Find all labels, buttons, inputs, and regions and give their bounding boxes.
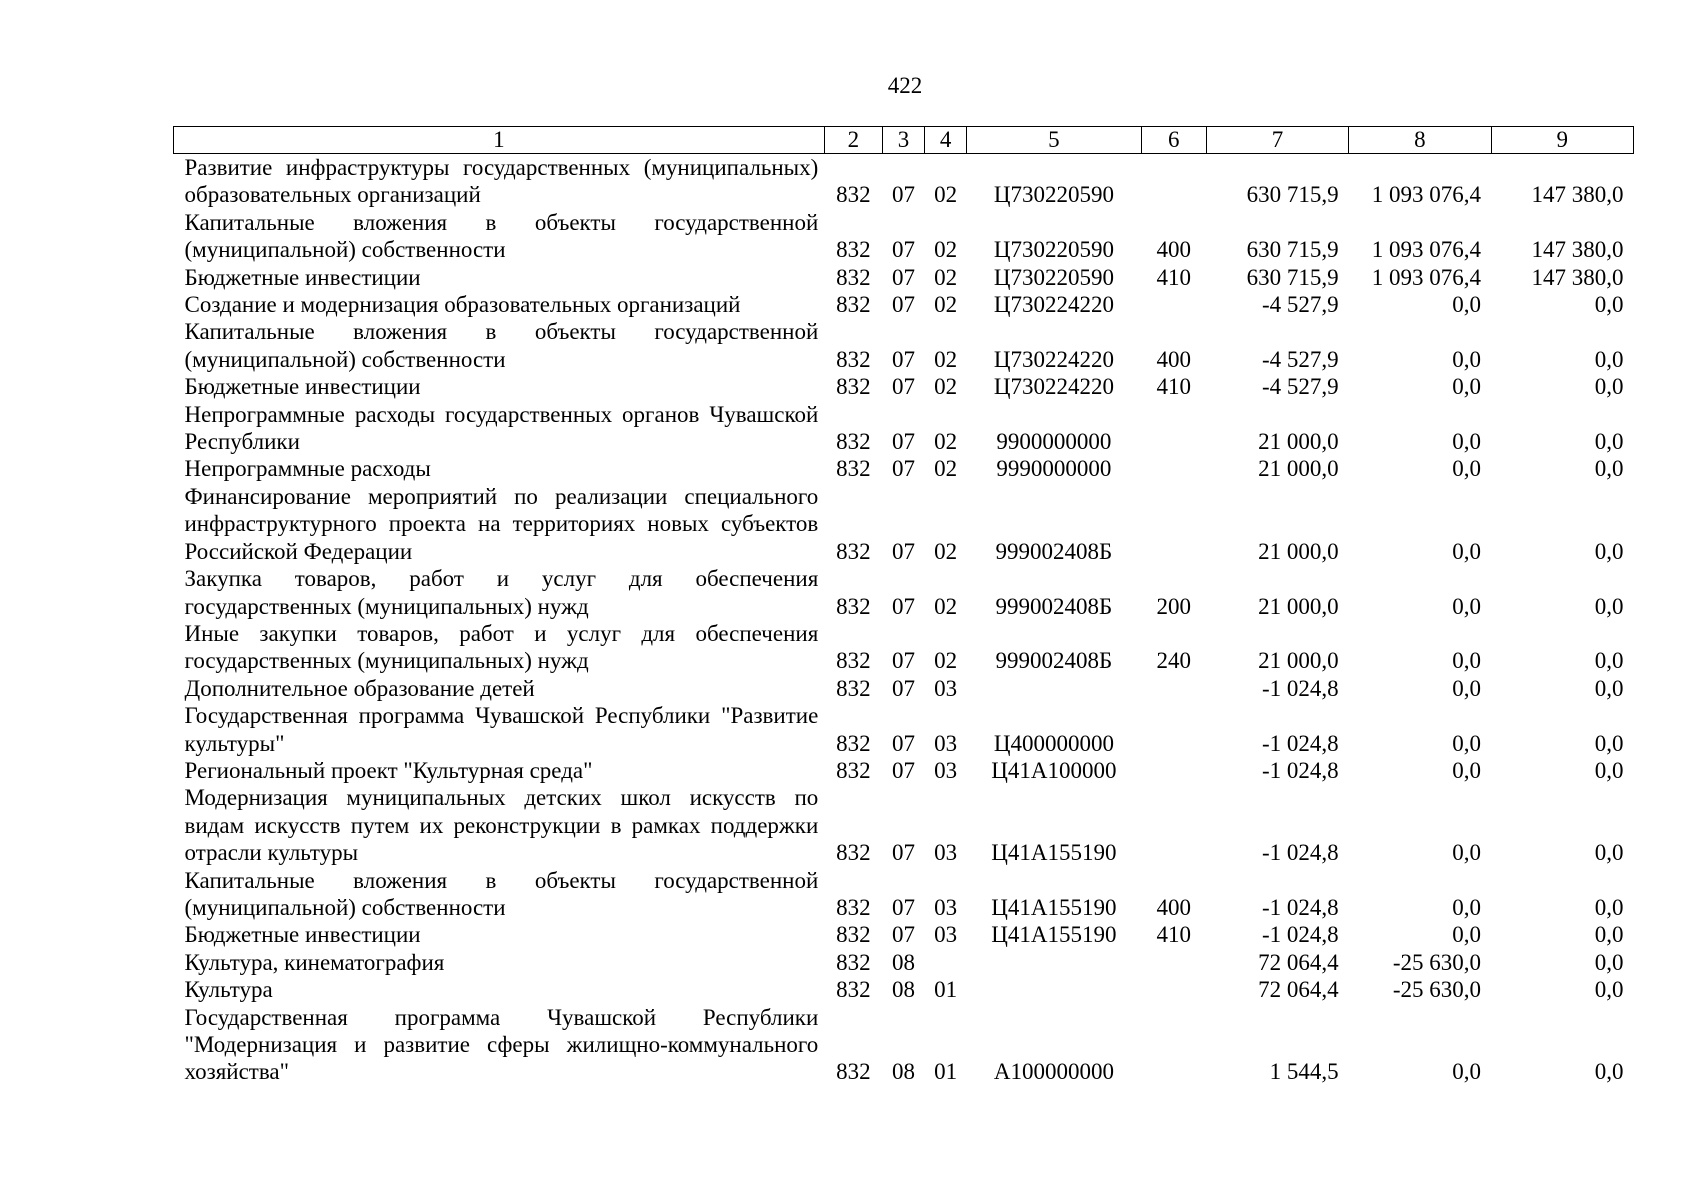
amount-col9-cell: 0,0 — [1594, 346, 1624, 372]
amount-col7-cell: -1 024,8 — [1262, 894, 1339, 920]
table-row — [174, 620, 1634, 675]
page-number: 422 — [887, 73, 923, 98]
amount-col8-cell: 0,0 — [1452, 456, 1482, 482]
table-row — [174, 565, 1634, 620]
ministry-code-cell: 832 — [836, 922, 871, 948]
section-code-cell: 07 — [891, 237, 915, 263]
expense-type-cell: 400 — [1156, 894, 1191, 920]
ministry-code-cell: 832 — [836, 292, 871, 318]
expense-type-cell — [1141, 455, 1206, 482]
ministry-code-cell: 832 — [836, 429, 871, 455]
amount-col7-cell: -1 024,8 — [1262, 675, 1339, 701]
target-article-cell: Ц730220590 — [993, 237, 1114, 263]
target-article-cell: 9990000000 — [996, 456, 1112, 482]
table-row — [174, 264, 1634, 291]
amount-col9-cell: 147 380,0 — [1531, 182, 1624, 208]
target-article-cell: Ц730220590 — [993, 264, 1114, 290]
amount-col9-cell: 0,0 — [1594, 1059, 1624, 1085]
target-article-cell: Ц41А100000 — [991, 757, 1117, 783]
subsection-code-cell — [925, 949, 967, 976]
ministry-code-cell: 832 — [836, 182, 871, 208]
expense-name-cell: Бюджетные инвестиции — [184, 264, 421, 290]
amount-col7-cell: -1 024,8 — [1262, 840, 1339, 866]
amount-col9-cell: 147 380,0 — [1531, 264, 1624, 290]
expense-name-cell: Региональный проект "Культурная среда" — [184, 757, 593, 783]
expense-type-cell — [1141, 784, 1206, 866]
amount-col8-cell: 0,0 — [1452, 730, 1482, 756]
amount-col9-cell: 147 380,0 — [1531, 237, 1624, 263]
subsection-code-cell: 02 — [934, 538, 958, 564]
amount-col9-cell: 0,0 — [1594, 292, 1624, 318]
target-article-cell: 999002408Б — [995, 648, 1113, 674]
amount-col9-cell: 0,0 — [1594, 894, 1624, 920]
target-article-cell: Ц730224220 — [993, 374, 1114, 400]
ministry-code-cell: 832 — [836, 237, 871, 263]
amount-col7-cell: -4 527,9 — [1262, 292, 1339, 318]
ministry-code-cell: 832 — [836, 374, 871, 400]
expense-type-cell: 200 — [1156, 593, 1191, 619]
expense-name-cell: Культура — [184, 977, 273, 1003]
ministry-code-cell: 832 — [836, 730, 871, 756]
amount-col9-cell: 0,0 — [1594, 730, 1624, 756]
target-article-cell — [967, 949, 1141, 976]
table-row — [174, 209, 1634, 264]
target-article-cell: Ц41А155190 — [991, 894, 1117, 920]
table-body — [174, 154, 1634, 1086]
ministry-code-cell: 832 — [836, 346, 871, 372]
expense-type-cell: 410 — [1156, 922, 1191, 948]
amount-col7-cell: 630 715,9 — [1246, 182, 1339, 208]
table-row — [174, 675, 1634, 702]
expense-type-cell: 400 — [1156, 237, 1191, 263]
amount-col7-cell: 21 000,0 — [1258, 429, 1339, 455]
table-row — [174, 867, 1634, 922]
amount-col7-cell: 72 064,4 — [1258, 977, 1339, 1003]
amount-col8-cell: -25 630,0 — [1392, 949, 1482, 975]
amount-col7-cell: 21 000,0 — [1258, 593, 1339, 619]
expense-name-cell: Создание и модернизация образовательных организаций — [184, 292, 741, 318]
table-row — [174, 921, 1634, 948]
section-code-cell: 07 — [891, 346, 915, 372]
section-code-cell: 07 — [891, 675, 915, 701]
subsection-code-cell: 02 — [934, 237, 958, 263]
subsection-code-cell: 02 — [934, 648, 958, 674]
column-header-3: 3 — [882, 127, 924, 154]
section-code-cell: 07 — [891, 730, 915, 756]
target-article-cell: Ц730224220 — [993, 292, 1114, 318]
expense-name-cell: Иные закупки товаров, работ и услуг для обеспечения государственных (муниципальных) нужд — [184, 620, 819, 674]
expense-type-cell — [1141, 675, 1206, 702]
amount-col9-cell: 0,0 — [1594, 949, 1624, 975]
expense-type-cell: 240 — [1156, 648, 1191, 674]
subsection-code-cell: 02 — [934, 429, 958, 455]
amount-col8-cell: 0,0 — [1452, 757, 1482, 783]
expense-type-cell — [1141, 483, 1206, 565]
subsection-code-cell: 03 — [934, 894, 958, 920]
ministry-code-cell: 832 — [836, 757, 871, 783]
section-code-cell: 08 — [891, 977, 915, 1003]
table-row — [174, 455, 1634, 482]
section-code-cell: 07 — [891, 264, 915, 290]
section-code-cell: 07 — [891, 757, 915, 783]
target-article-cell: Ц400000000 — [993, 730, 1114, 756]
amount-col9-cell: 0,0 — [1594, 675, 1624, 701]
expense-type-cell: 410 — [1156, 264, 1191, 290]
ministry-code-cell: 832 — [836, 648, 871, 674]
subsection-code-cell: 02 — [934, 292, 958, 318]
amount-col9-cell: 0,0 — [1594, 648, 1624, 674]
section-code-cell: 07 — [891, 894, 915, 920]
section-code-cell: 07 — [891, 292, 915, 318]
subsection-code-cell: 02 — [934, 182, 958, 208]
expense-type-cell — [1141, 291, 1206, 318]
ministry-code-cell: 832 — [836, 538, 871, 564]
expense-name-cell: Государственная программа Чувашской Республики "Развитие культуры" — [184, 703, 819, 756]
amount-col9-cell: 0,0 — [1594, 593, 1624, 619]
amount-col8-cell: 0,0 — [1452, 593, 1482, 619]
amount-col8-cell: 0,0 — [1452, 648, 1482, 674]
table-row — [174, 154, 1634, 209]
table-row — [174, 702, 1634, 757]
expense-name-cell: Закупка товаров, работ и услуг для обеспечения государственных (муниципальных) нужд — [184, 566, 819, 619]
target-article-cell — [967, 675, 1141, 702]
ministry-code-cell: 832 — [836, 949, 871, 975]
subsection-code-cell: 02 — [934, 593, 958, 619]
amount-col8-cell: 0,0 — [1452, 374, 1482, 400]
subsection-code-cell: 01 — [934, 1059, 958, 1085]
amount-col8-cell: 0,0 — [1452, 292, 1482, 318]
table-row — [174, 976, 1634, 1003]
amount-col7-cell: 630 715,9 — [1246, 264, 1339, 290]
amount-col8-cell: 0,0 — [1452, 538, 1482, 564]
table-row — [174, 318, 1634, 373]
expense-name-cell: Финансирование мероприятий по реализации специального инфраструктурного проекта на территориях новых субъектов Российской Федерации — [184, 483, 819, 564]
expense-name-cell: Модернизация муниципальных детских школ искусств по видам искусств путем их реконструкции в рамках поддержки отрасли культуры — [184, 785, 819, 866]
amount-col9-cell: 0,0 — [1594, 922, 1624, 948]
amount-col7-cell: -4 527,9 — [1262, 346, 1339, 372]
expense-type-cell — [1141, 757, 1206, 784]
table-row — [174, 949, 1634, 976]
ministry-code-cell: 832 — [836, 840, 871, 866]
ministry-code-cell: 832 — [836, 593, 871, 619]
section-code-cell: 07 — [891, 374, 915, 400]
table-row — [174, 373, 1634, 400]
expense-name-cell: Бюджетные инвестиции — [184, 374, 421, 400]
expense-name-cell: Бюджетные инвестиции — [184, 922, 421, 948]
section-code-cell: 08 — [891, 949, 915, 975]
ministry-code-cell: 832 — [836, 675, 871, 701]
subsection-code-cell: 03 — [934, 675, 958, 701]
target-article-cell: 999002408Б — [995, 538, 1113, 564]
amount-col9-cell: 0,0 — [1594, 429, 1624, 455]
section-code-cell: 07 — [891, 456, 915, 482]
expense-type-cell — [1141, 976, 1206, 1003]
amount-col9-cell: 0,0 — [1594, 757, 1624, 783]
table-row — [174, 291, 1634, 318]
amount-col8-cell: 1 093 076,4 — [1371, 237, 1482, 263]
column-header-5: 5 — [967, 127, 1141, 154]
target-article-cell: А100000000 — [993, 1059, 1114, 1085]
table-row — [174, 1004, 1634, 1086]
target-article-cell: Ц730220590 — [993, 182, 1114, 208]
ministry-code-cell: 832 — [836, 456, 871, 482]
column-header-4: 4 — [925, 127, 967, 154]
amount-col9-cell: 0,0 — [1594, 456, 1624, 482]
amount-col8-cell: 0,0 — [1452, 1059, 1482, 1085]
amount-col8-cell: 1 093 076,4 — [1371, 182, 1482, 208]
table-row — [174, 483, 1634, 565]
amount-col8-cell: 0,0 — [1452, 429, 1482, 455]
expense-name-cell: Капитальные вложения в объекты государственной (муниципальной) собственности — [184, 319, 819, 372]
budget-table — [173, 126, 1634, 1086]
expense-type-cell: 400 — [1156, 346, 1191, 372]
expense-type-cell — [1141, 1004, 1206, 1086]
target-article-cell: Ц41А155190 — [991, 840, 1117, 866]
subsection-code-cell: 02 — [934, 264, 958, 290]
expense-name-cell: Непрограммные расходы — [184, 456, 431, 482]
amount-col9-cell: 0,0 — [1594, 374, 1624, 400]
amount-col8-cell: 0,0 — [1452, 894, 1482, 920]
expense-name-cell: Развитие инфраструктуры государственных (муниципальных) образовательных организаций — [184, 155, 819, 208]
expense-name-cell: Непрограммные расходы государственных органов Чувашской Республики — [184, 401, 819, 455]
target-article-cell: Ц730224220 — [993, 346, 1114, 372]
expense-name-cell: Капитальные вложения в объекты государственной (муниципальной) собственности — [184, 867, 819, 920]
column-header-7: 7 — [1206, 127, 1348, 154]
amount-col7-cell: 72 064,4 — [1258, 949, 1339, 975]
subsection-code-cell: 02 — [934, 374, 958, 400]
column-header-1: 1 — [174, 127, 825, 154]
amount-col7-cell: -1 024,8 — [1262, 757, 1339, 783]
expense-type-cell — [1141, 949, 1206, 976]
expense-name-cell: Культура, кинематография — [184, 949, 445, 975]
section-code-cell: 08 — [891, 1059, 915, 1085]
amount-col8-cell: -25 630,0 — [1392, 977, 1482, 1003]
amount-col9-cell: 0,0 — [1594, 977, 1624, 1003]
amount-col7-cell: 21 000,0 — [1258, 538, 1339, 564]
expense-name-cell: Капитальные вложения в объекты государственной (муниципальной) собственности — [184, 209, 819, 263]
amount-col9-cell: 0,0 — [1594, 538, 1624, 564]
amount-col7-cell: -1 024,8 — [1262, 730, 1339, 756]
ministry-code-cell: 832 — [836, 977, 871, 1003]
subsection-code-cell: 01 — [934, 977, 958, 1003]
column-header-9: 9 — [1491, 127, 1633, 154]
table-row — [174, 401, 1634, 456]
column-header-2: 2 — [824, 127, 882, 154]
column-header-6: 6 — [1141, 127, 1206, 154]
amount-col7-cell: 21 000,0 — [1258, 648, 1339, 674]
expense-type-cell — [1141, 401, 1206, 456]
section-code-cell: 07 — [891, 593, 915, 619]
section-code-cell: 07 — [891, 648, 915, 674]
expense-name-cell: Дополнительное образование детей — [184, 675, 535, 701]
amount-col9-cell: 0,0 — [1594, 840, 1624, 866]
table-row — [174, 784, 1634, 866]
subsection-code-cell: 03 — [934, 730, 958, 756]
subsection-code-cell: 03 — [934, 840, 958, 866]
subsection-code-cell: 02 — [934, 456, 958, 482]
target-article-cell: 9900000000 — [996, 429, 1112, 455]
target-article-cell — [967, 976, 1141, 1003]
ministry-code-cell: 832 — [836, 264, 871, 290]
section-code-cell: 07 — [891, 840, 915, 866]
ministry-code-cell: 832 — [836, 894, 871, 920]
amount-col8-cell: 0,0 — [1452, 346, 1482, 372]
section-code-cell: 07 — [891, 182, 915, 208]
amount-col7-cell: -1 024,8 — [1262, 922, 1339, 948]
target-article-cell: 999002408Б — [995, 593, 1113, 619]
subsection-code-cell: 03 — [934, 922, 958, 948]
expense-type-cell — [1141, 154, 1206, 209]
expense-name-cell: Государственная программа Чувашской Республики "Модернизация и развитие сферы жилищно-коммунального хозяйства" — [184, 1004, 819, 1085]
subsection-code-cell: 02 — [934, 346, 958, 372]
table-row — [174, 757, 1634, 784]
target-article-cell: Ц41А155190 — [991, 922, 1117, 948]
section-code-cell: 07 — [891, 538, 915, 564]
amount-col7-cell: 1 544,5 — [1269, 1059, 1339, 1085]
column-header-8: 8 — [1349, 127, 1491, 154]
amount-col7-cell: -4 527,9 — [1262, 374, 1339, 400]
section-code-cell: 07 — [891, 922, 915, 948]
subsection-code-cell: 03 — [934, 757, 958, 783]
amount-col7-cell: 630 715,9 — [1246, 237, 1339, 263]
expense-type-cell — [1141, 702, 1206, 757]
amount-col8-cell: 0,0 — [1452, 922, 1482, 948]
section-code-cell: 07 — [891, 429, 915, 455]
expense-type-cell: 410 — [1156, 374, 1191, 400]
amount-col8-cell: 0,0 — [1452, 840, 1482, 866]
header-row — [174, 127, 1634, 154]
amount-col7-cell: 21 000,0 — [1258, 456, 1339, 482]
amount-col8-cell: 1 093 076,4 — [1371, 264, 1482, 290]
amount-col8-cell: 0,0 — [1452, 675, 1482, 701]
ministry-code-cell: 832 — [836, 1059, 871, 1085]
